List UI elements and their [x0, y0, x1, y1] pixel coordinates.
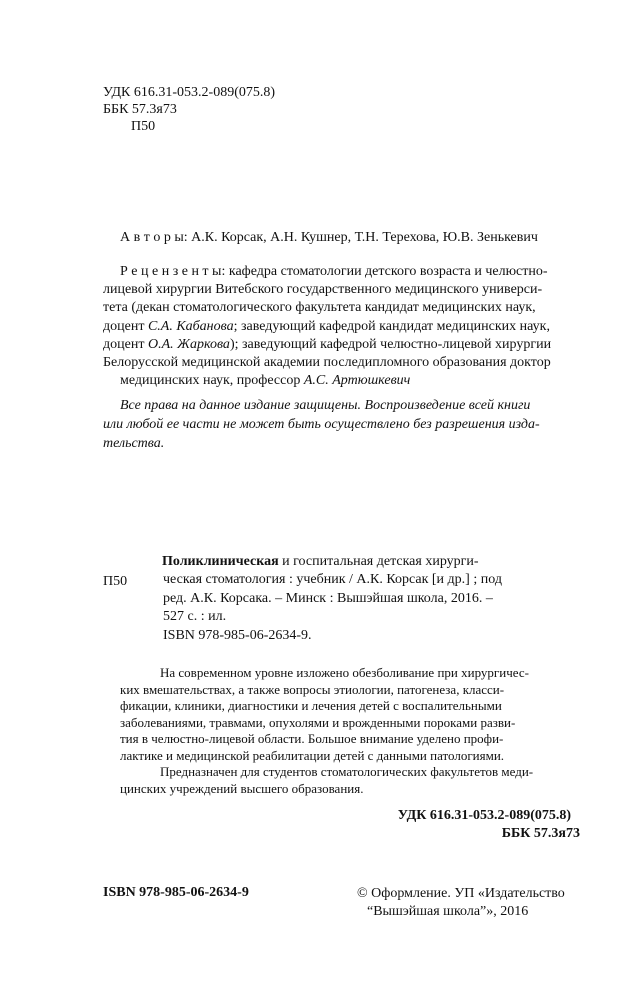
reviewers-line: тета (декан стоматологического факультета кандидат медицинских наук, [103, 300, 536, 316]
udk-block [103, 84, 275, 135]
copyright: © Оформление. УП «Издательство “Вышэйшая школа”», 2016 [357, 886, 565, 919]
authors-label: А в т о р ы: [120, 230, 188, 245]
authors-line [120, 229, 538, 247]
reviewers-label: Р е ц е н з е н т ы: [120, 264, 226, 279]
reviewers-line: кафедра стоматологии детского возраста и челюстно- [228, 264, 548, 279]
isbn-line: ISBN 978-985-06-2634-9. [163, 627, 312, 643]
reviewer-name: С.А. Кабанова [147, 318, 234, 334]
reviewers-line: лицевой хирургии Витебского государственного медицинского универси- [103, 282, 543, 298]
udk-code: УДК 616.31-053.2-089(075.8) [103, 85, 276, 100]
annotation: На современном уровне изложено обезболивание при хирургичес- ких вмешательствах, а также вопросы этиологии, патогенеза, класси- фикации, клиники, диагностики и лечения детей с воспалительными заболеваниями, травмами, опухолями и врожденными пороками разви- тия в челюстно-лицевой области. Большое внимание уделено профи- лактике и медицинской реабилитации детей с данными патологиями. Предназначен для студентов стоматологических факультетов меди- цинских учреждений высшего образования. [120, 665, 534, 796]
reviewers-block: Р е ц е н з е н т ы: кафедра стоматологии детского возраста и челюстно- лицевой хирургии Витебского государственного медицинского универси- тета (декан стоматологического факультета кандидат медицинских наук, доцент С.А. Кабанова; заведующий кафедрой кандидат медицинских наук, доцент О.А. Жаркова); заведующий кафедрой челюстно-лицевой хирургии Белорусской медицинской академии последипломного образования доктор медицинских наук, профессор А.С. Артюшкевич [103, 263, 575, 390]
author-index: П50 [131, 119, 156, 134]
reviewer-name: О.А. Жаркова [147, 336, 230, 352]
isbn: ISBN 978-985-06-2634-9 [103, 885, 249, 900]
bibliographic-record: П50 Поликлиническая и госпитальная детская хирурги- ческая стоматология : учебник / А.К. Корсак [и др.] ; под ред. А.К. Корсака. – Минск : Вышэйшая школа, 2016. – 527 с. : ил. ISBN 978-985-06-2634-9. [103, 553, 575, 645]
udk-code: УДК 616.31-053.2-089(075.8) [397, 808, 572, 823]
bbk-code: ББК 57.3я73 [501, 826, 580, 841]
bibliographic-index: П50 [103, 574, 128, 589]
bbk-code: ББК 57.3я73 [103, 102, 177, 117]
reviewers-line: Белорусской медицинской академии последипломного образования доктор [103, 355, 551, 371]
book-title: Поликлиническая [162, 554, 279, 569]
rights-notice: Все права на данное издание защищены. Воспроизведение всей книги или любой ее части не может быть осуществлено без разрешения изда- тельства. [103, 398, 540, 451]
authors-names: А.К. Корсак, А.Н. Кушнер, Т.Н. Терехова, Ю.В. Зенькевич [191, 230, 538, 245]
udk-footer [398, 807, 580, 843]
reviewer-name: А.С. Артюшкевич [303, 373, 411, 389]
